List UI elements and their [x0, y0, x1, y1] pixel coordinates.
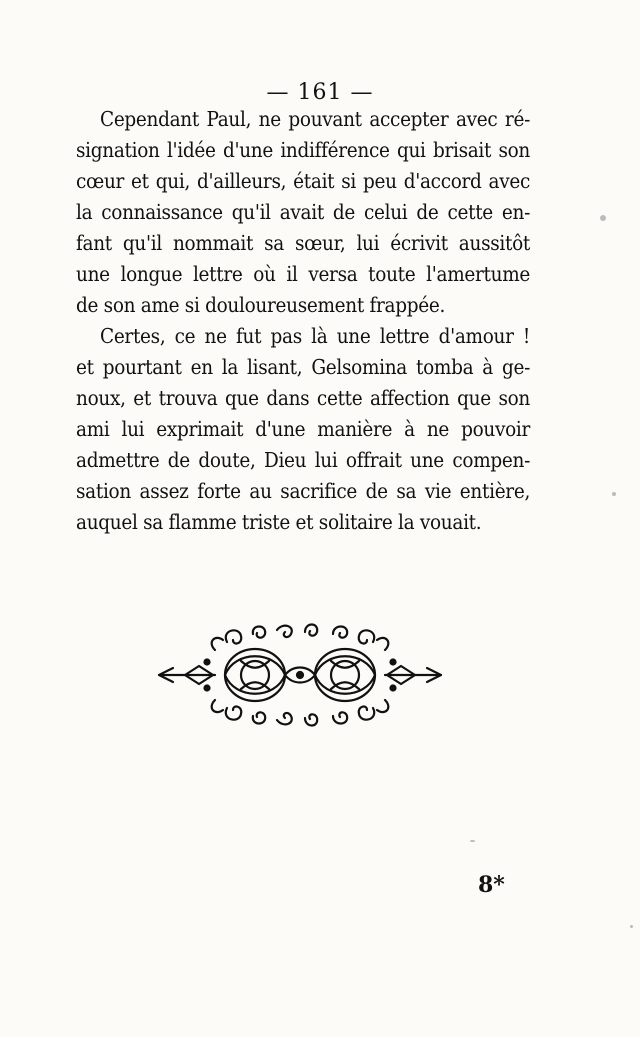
text-line: ami lui exprimait d'une manière à ne pouvoir — [76, 417, 530, 441]
text-line: Cependant Paul, ne pouvant accepter avec ré- — [100, 107, 530, 131]
text-line: la connaissance qu'il avait de celui de cette en- — [76, 200, 530, 224]
text-line: une longue lettre où il versa toute l'amertume — [76, 262, 530, 286]
paper-speck — [630, 925, 633, 928]
text-line: admettre de doute, Dieu lui offrait une compen- — [76, 448, 530, 472]
text-line: fant qu'il nommait sa sœur, lui écrivit aussitôt — [76, 231, 530, 255]
text-line: noux, et trouva que dans cette affection que son — [76, 386, 530, 410]
paragraph-1 — [76, 104, 530, 321]
text-line: Certes, ce ne fut pas là une lettre d'amour ! — [100, 324, 530, 348]
paper-speck — [612, 492, 616, 496]
paragraph-2 — [76, 321, 530, 538]
fleuron-ornament-icon — [155, 620, 445, 730]
page-number: — 161 — — [266, 80, 374, 105]
paper-speck — [470, 840, 475, 842]
text-line: de son ame si douloureusement frappée. — [76, 293, 446, 317]
text-line: cœur et qui, d'ailleurs, était si peu d'accord avec — [76, 169, 530, 193]
text-line: auquel sa flamme triste et solitaire la vouait. — [76, 510, 482, 534]
signature-mark: 8* — [478, 872, 505, 898]
text-line: signation l'idée d'une indifférence qui brisait son — [76, 138, 530, 162]
body-text — [76, 104, 530, 538]
text-line: sation assez forte au sacrifice de sa vie entière, — [76, 479, 530, 503]
paper-speck — [600, 215, 606, 221]
text-line: et pourtant en la lisant, Gelsomina tomba à ge- — [76, 355, 530, 379]
